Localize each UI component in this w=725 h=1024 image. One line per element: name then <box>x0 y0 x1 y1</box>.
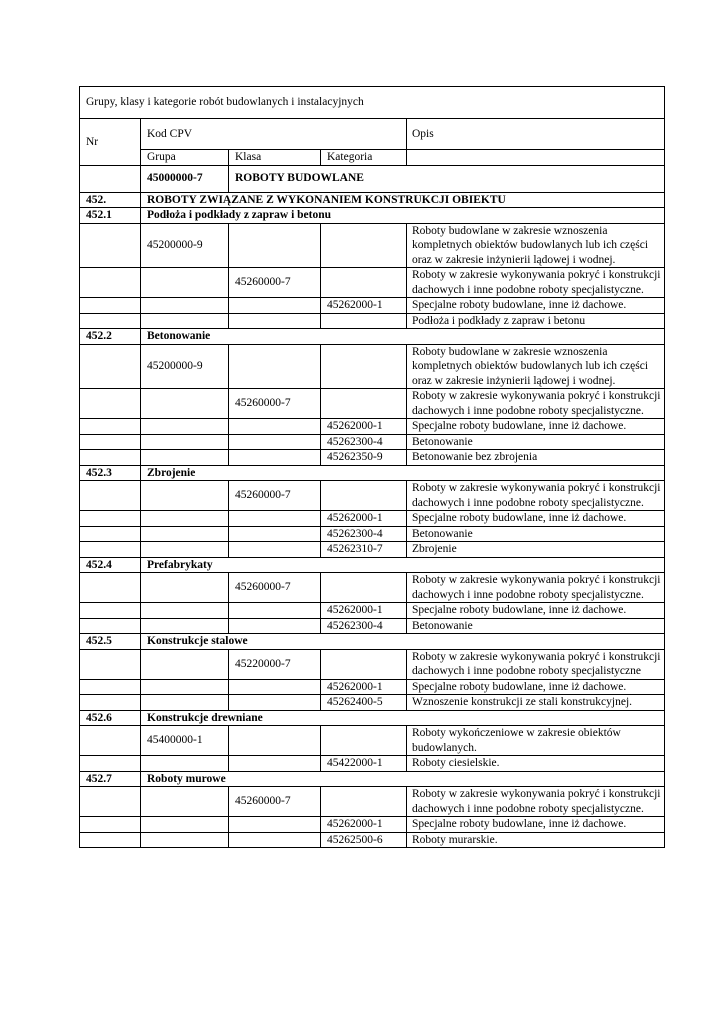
cell-opis: Roboty w zakresie wykonywania pokryć i konstrukcji dachowych i inne podobne roboty specjalistyczne. <box>407 481 665 511</box>
cell-klasa: 45260000-7 <box>229 268 321 298</box>
cell-klasa <box>229 832 321 848</box>
cell-opis: Roboty murarskie. <box>407 832 665 848</box>
cell-kategoria <box>321 481 407 511</box>
row-nr-empty <box>80 389 141 419</box>
cell-grupa <box>141 679 229 695</box>
cell-klasa <box>229 313 321 329</box>
cell-klasa <box>229 450 321 466</box>
cell-opis: Betonowanie <box>407 526 665 542</box>
table-row <box>80 649 665 679</box>
cell-opis: Zbrojenie <box>407 542 665 558</box>
row-nr-empty <box>80 542 141 558</box>
cell-kategoria <box>321 573 407 603</box>
cell-opis: Roboty w zakresie wykonywania pokryć i konstrukcji dachowych i inne podobne roboty specjalistyczne. <box>407 787 665 817</box>
cell-kategoria <box>321 787 407 817</box>
cell-opis: Specjalne roboty budowlane, inne iż dachowe. <box>407 298 665 314</box>
table-row <box>80 344 665 389</box>
cell-klasa <box>229 223 321 268</box>
section-row <box>80 192 665 208</box>
group-title: Prefabrykaty <box>141 557 665 573</box>
cell-opis: Roboty ciesielskie. <box>407 756 665 772</box>
column-header-row <box>80 150 665 166</box>
cell-kategoria: 45262500-6 <box>321 832 407 848</box>
row-nr-empty <box>80 618 141 634</box>
group-title: Konstrukcje drewniane <box>141 710 665 726</box>
cpv-table <box>79 86 665 848</box>
row-nr-empty <box>80 511 141 527</box>
cell-klasa: 45260000-7 <box>229 787 321 817</box>
cell-grupa <box>141 603 229 619</box>
cell-opis: Specjalne roboty budowlane, inne iż dachowe. <box>407 817 665 833</box>
cell-kategoria <box>321 223 407 268</box>
cell-grupa <box>141 542 229 558</box>
cell-opis: Betonowanie <box>407 618 665 634</box>
row-nr-empty <box>80 268 141 298</box>
group-row <box>80 465 665 481</box>
top-code: 45000000-7 <box>141 165 229 192</box>
table-row <box>80 481 665 511</box>
cell-opis: Specjalne roboty budowlane, inne iż dachowe. <box>407 679 665 695</box>
cell-kategoria <box>321 268 407 298</box>
table-row <box>80 313 665 329</box>
row-nr-empty <box>80 603 141 619</box>
table-row <box>80 542 665 558</box>
cell-kategoria: 45262400-5 <box>321 695 407 711</box>
cell-opis: Betonowanie bez zbrojenia <box>407 450 665 466</box>
group-nr: 452.6 <box>80 710 141 726</box>
group-nr: 452.1 <box>80 208 141 224</box>
cell-klasa <box>229 817 321 833</box>
table-row <box>80 419 665 435</box>
row-nr-empty <box>80 649 141 679</box>
top-label: ROBOTY BUDOWLANE <box>229 165 665 192</box>
cell-grupa <box>141 832 229 848</box>
section-label: ROBOTY ZWIĄZANE Z WYKONANIEM KONSTRUKCJI OBIEKTU <box>141 192 665 208</box>
row-nr-empty <box>80 223 141 268</box>
row-nr-empty <box>80 526 141 542</box>
cell-klasa <box>229 298 321 314</box>
cell-klasa <box>229 618 321 634</box>
group-row <box>80 329 665 345</box>
cell-klasa: 45260000-7 <box>229 481 321 511</box>
cell-grupa <box>141 695 229 711</box>
header-kod-cpv: Kod CPV <box>141 119 407 150</box>
cell-klasa <box>229 434 321 450</box>
cell-grupa <box>141 618 229 634</box>
table-row <box>80 756 665 772</box>
cell-kategoria: 45262000-1 <box>321 298 407 314</box>
cell-grupa <box>141 481 229 511</box>
table-row <box>80 434 665 450</box>
cell-opis: Specjalne roboty budowlane, inne iż dachowe. <box>407 419 665 435</box>
cell-klasa <box>229 511 321 527</box>
row-nr-empty <box>80 450 141 466</box>
cell-opis: Roboty w zakresie wykonywania pokryć i konstrukcji dachowych i inne podobne roboty specjalistyczne <box>407 649 665 679</box>
cell-grupa <box>141 787 229 817</box>
top-category-row <box>80 165 665 192</box>
cell-kategoria: 45262300-4 <box>321 618 407 634</box>
cell-grupa: 45200000-9 <box>141 223 229 268</box>
cell-klasa <box>229 695 321 711</box>
cell-kategoria: 45262310-7 <box>321 542 407 558</box>
cell-kategoria: 45262300-4 <box>321 526 407 542</box>
cell-klasa: 45260000-7 <box>229 389 321 419</box>
table-row <box>80 389 665 419</box>
row-nr-empty <box>80 679 141 695</box>
kod-cpv-row <box>80 119 665 150</box>
group-title: Konstrukcje stalowe <box>141 634 665 650</box>
table-row <box>80 298 665 314</box>
cell-grupa <box>141 434 229 450</box>
header-grupa: Grupa <box>141 150 229 166</box>
cell-grupa <box>141 268 229 298</box>
cell-opis: Roboty budowlane w zakresie wznoszenia kompletnych obiektów budowlanych lub ich części oraz w zakresie inżynierii lądowej i wodnej. <box>407 223 665 268</box>
row-nr-empty <box>80 313 141 329</box>
row-nr-empty <box>80 832 141 848</box>
table-row <box>80 832 665 848</box>
cell-opis: Specjalne roboty budowlane, inne iż dachowe. <box>407 603 665 619</box>
row-nr-empty <box>80 817 141 833</box>
cell-grupa <box>141 450 229 466</box>
row-nr-empty <box>80 344 141 389</box>
row-nr-empty <box>80 573 141 603</box>
top-nr-empty <box>80 165 141 192</box>
header-empty <box>407 150 665 166</box>
cell-klasa <box>229 526 321 542</box>
cell-grupa: 45400000-1 <box>141 726 229 756</box>
group-title: Roboty murowe <box>141 771 665 787</box>
row-nr-empty <box>80 756 141 772</box>
section-nr: 452. <box>80 192 141 208</box>
cell-kategoria: 45262300-4 <box>321 434 407 450</box>
cell-kategoria <box>321 344 407 389</box>
cell-kategoria: 45262000-1 <box>321 817 407 833</box>
group-row <box>80 710 665 726</box>
cell-klasa <box>229 679 321 695</box>
table-row <box>80 679 665 695</box>
cell-klasa <box>229 344 321 389</box>
table-row <box>80 618 665 634</box>
cell-opis: Roboty budowlane w zakresie wznoszenia kompletnych obiektów budowlanych lub ich części oraz w zakresie inżynierii lądowej i wodnej. <box>407 344 665 389</box>
cell-opis: Roboty w zakresie wykonywania pokryć i konstrukcji dachowych i inne podobne roboty specjalistyczne. <box>407 268 665 298</box>
group-nr: 452.3 <box>80 465 141 481</box>
table-row <box>80 268 665 298</box>
cell-opis: Roboty w zakresie wykonywania pokryć i konstrukcji dachowych i inne podobne roboty specjalistyczne. <box>407 389 665 419</box>
cell-kategoria: 45262000-1 <box>321 603 407 619</box>
group-row <box>80 634 665 650</box>
cell-kategoria: 45262000-1 <box>321 679 407 695</box>
cell-kategoria: 45262000-1 <box>321 511 407 527</box>
row-nr-empty <box>80 726 141 756</box>
cell-opis: Podłoża i podkłady z zapraw i betonu <box>407 313 665 329</box>
row-nr-empty <box>80 787 141 817</box>
row-nr-empty <box>80 434 141 450</box>
group-nr: 452.4 <box>80 557 141 573</box>
cell-klasa <box>229 542 321 558</box>
table-row <box>80 511 665 527</box>
row-nr-empty <box>80 298 141 314</box>
table-row <box>80 817 665 833</box>
cell-grupa <box>141 511 229 527</box>
cell-kategoria: 45262000-1 <box>321 419 407 435</box>
cell-grupa <box>141 298 229 314</box>
table-row <box>80 787 665 817</box>
cell-grupa <box>141 526 229 542</box>
cell-klasa <box>229 726 321 756</box>
cell-grupa <box>141 573 229 603</box>
group-title: Podłoża i podkłady z zapraw i betonu <box>141 208 665 224</box>
cell-opis: Specjalne roboty budowlane, inne iż dachowe. <box>407 511 665 527</box>
cell-opis: Roboty wykończeniowe w zakresie obiektów budowlanych. <box>407 726 665 756</box>
cell-klasa: 45260000-7 <box>229 573 321 603</box>
table-row <box>80 726 665 756</box>
cell-grupa <box>141 756 229 772</box>
header-klasa: Klasa <box>229 150 321 166</box>
cell-opis: Roboty w zakresie wykonywania pokryć i konstrukcji dachowych i inne podobne roboty specjalistyczne. <box>407 573 665 603</box>
table-title: Grupy, klasy i kategorie robót budowlanych i instalacyjnych <box>80 87 665 119</box>
cell-kategoria <box>321 726 407 756</box>
group-row <box>80 208 665 224</box>
table-row <box>80 603 665 619</box>
group-nr: 452.2 <box>80 329 141 345</box>
cell-kategoria: 45262350-9 <box>321 450 407 466</box>
cell-klasa <box>229 603 321 619</box>
group-nr: 452.5 <box>80 634 141 650</box>
table-row <box>80 450 665 466</box>
cell-klasa <box>229 419 321 435</box>
cell-grupa <box>141 313 229 329</box>
table-row <box>80 223 665 268</box>
cell-opis: Wznoszenie konstrukcji ze stali konstrukcyjnej. <box>407 695 665 711</box>
header-opis: Opis <box>407 119 665 150</box>
table-row <box>80 695 665 711</box>
header-kategoria: Kategoria <box>321 150 407 166</box>
cell-klasa <box>229 756 321 772</box>
row-nr-empty <box>80 419 141 435</box>
cell-grupa <box>141 649 229 679</box>
table-body <box>80 87 665 848</box>
group-title: Betonowanie <box>141 329 665 345</box>
table-row <box>80 573 665 603</box>
cell-kategoria <box>321 313 407 329</box>
cell-opis: Betonowanie <box>407 434 665 450</box>
row-nr-empty <box>80 695 141 711</box>
cell-grupa <box>141 817 229 833</box>
title-row <box>80 87 665 119</box>
group-row <box>80 557 665 573</box>
cell-kategoria <box>321 649 407 679</box>
table-row <box>80 526 665 542</box>
cell-grupa <box>141 419 229 435</box>
cell-klasa: 45220000-7 <box>229 649 321 679</box>
row-nr-empty <box>80 481 141 511</box>
cell-grupa <box>141 389 229 419</box>
group-title: Zbrojenie <box>141 465 665 481</box>
header-nr: Nr <box>80 119 141 166</box>
group-nr: 452.7 <box>80 771 141 787</box>
cell-kategoria <box>321 389 407 419</box>
cell-grupa: 45200000-9 <box>141 344 229 389</box>
group-row <box>80 771 665 787</box>
cell-kategoria: 45422000-1 <box>321 756 407 772</box>
